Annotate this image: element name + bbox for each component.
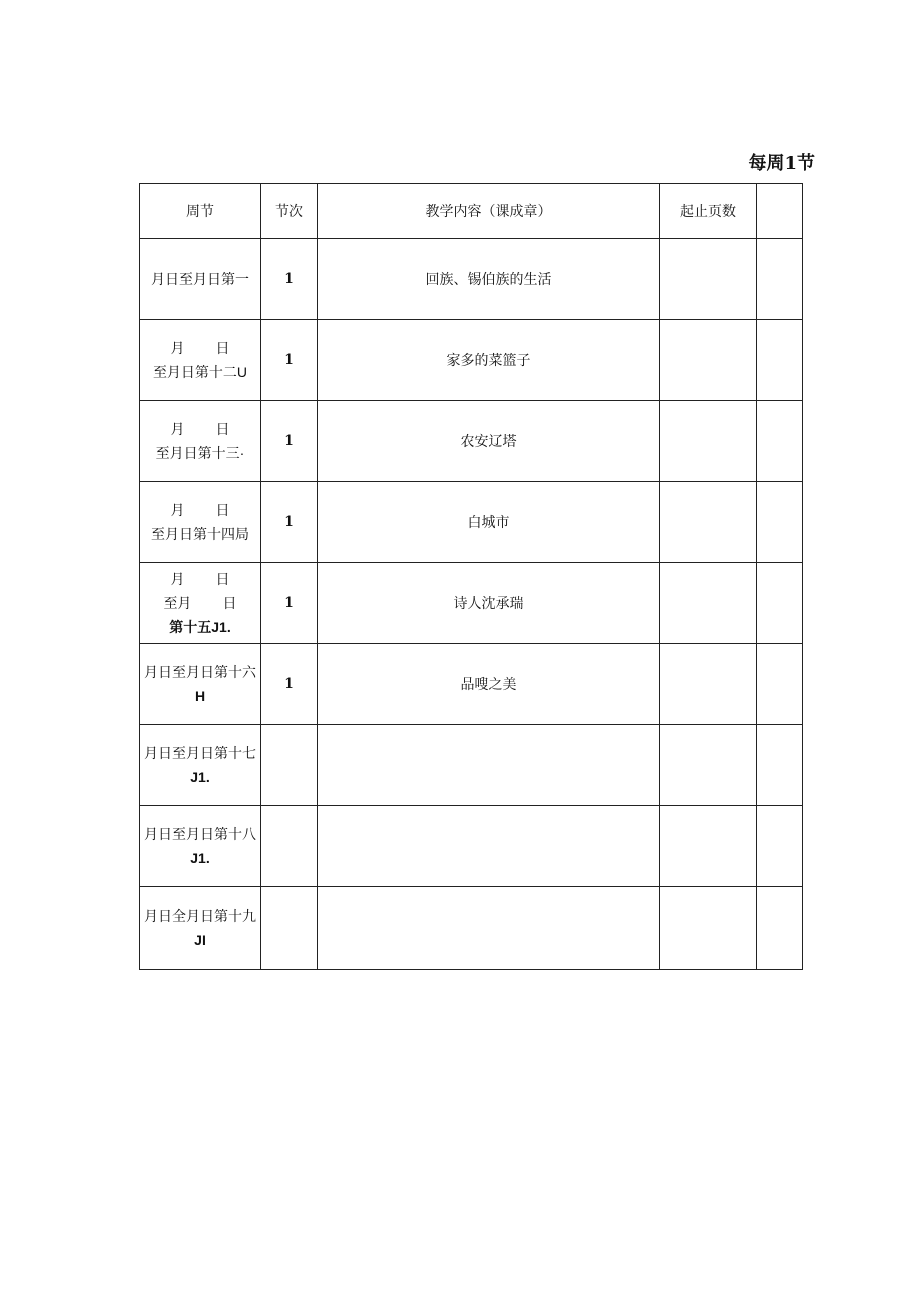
extra-cell xyxy=(757,320,803,401)
pages-cell xyxy=(660,401,757,482)
week-text-line: 至月日第十四局 xyxy=(151,526,249,542)
week-text-line: 至月 日 xyxy=(163,595,237,611)
header-pages: 起止页数 xyxy=(660,184,757,239)
count-cell xyxy=(261,806,318,887)
content-cell xyxy=(318,725,660,806)
content-cell: 家多的菜篮子 xyxy=(318,320,660,401)
pages-cell xyxy=(660,239,757,320)
extra-cell xyxy=(757,887,803,970)
table-row xyxy=(140,644,803,725)
table-header-row xyxy=(140,184,803,239)
header-count: 节次 xyxy=(261,184,318,239)
schedule-table xyxy=(139,183,803,970)
pages-cell xyxy=(660,806,757,887)
week-text-line: 月 日 xyxy=(170,340,230,356)
count-cell: 1 xyxy=(261,401,318,482)
table-row xyxy=(140,563,803,644)
week-cell xyxy=(140,320,261,401)
week-text-line: 月 日 xyxy=(170,571,230,587)
week-cell xyxy=(140,887,261,970)
content-cell: 诗人沈承瑞 xyxy=(318,563,660,644)
week-cell xyxy=(140,482,261,563)
count-cell: 1 xyxy=(261,563,318,644)
week-text-line: 月日至月日第十六 xyxy=(144,664,256,680)
table-row xyxy=(140,887,803,970)
per-week-note: 每周1节 xyxy=(748,153,815,174)
extra-cell xyxy=(757,482,803,563)
content-cell: 回族、锡伯族的生活 xyxy=(318,239,660,320)
week-text-line: J1. xyxy=(190,769,210,785)
week-text-line: J1. xyxy=(190,850,210,866)
extra-cell xyxy=(757,401,803,482)
content-cell xyxy=(318,806,660,887)
header-week: 周节 xyxy=(140,184,261,239)
week-text-line: 至月日第十三· xyxy=(155,445,245,461)
week-text-line: 月 日 xyxy=(170,421,230,437)
pages-cell xyxy=(660,644,757,725)
week-text-line: 月日至月日第十八 xyxy=(144,826,256,842)
extra-cell xyxy=(757,239,803,320)
week-cell xyxy=(140,725,261,806)
week-text-line: 月日至月日第十七 xyxy=(144,745,256,761)
header-content: 教学内容（课成章） xyxy=(318,184,660,239)
extra-cell xyxy=(757,644,803,725)
extra-cell xyxy=(757,563,803,644)
count-cell xyxy=(261,887,318,970)
week-text-line: 第十五J1. xyxy=(169,619,231,635)
week-text-line: 月 日 xyxy=(170,502,230,518)
week-text-line: 月日至月日第一 xyxy=(151,271,249,287)
content-cell xyxy=(318,887,660,970)
count-cell: 1 xyxy=(261,320,318,401)
content-cell: 农安辽塔 xyxy=(318,401,660,482)
table-row xyxy=(140,239,803,320)
count-cell: 1 xyxy=(261,239,318,320)
pages-cell xyxy=(660,887,757,970)
week-text-line: 至月日第十二U xyxy=(152,364,248,380)
week-text-line: JI xyxy=(194,932,206,948)
header-extra xyxy=(757,184,803,239)
extra-cell xyxy=(757,725,803,806)
table-row xyxy=(140,482,803,563)
week-text-line: 月日全月日第十九 xyxy=(144,908,256,924)
pages-cell xyxy=(660,725,757,806)
week-cell xyxy=(140,644,261,725)
table-row xyxy=(140,320,803,401)
content-cell: 品嗖之美 xyxy=(318,644,660,725)
count-cell: 1 xyxy=(261,644,318,725)
count-cell: 1 xyxy=(261,482,318,563)
week-cell xyxy=(140,239,261,320)
pages-cell xyxy=(660,563,757,644)
table-row xyxy=(140,806,803,887)
week-cell xyxy=(140,401,261,482)
week-cell xyxy=(140,806,261,887)
extra-cell xyxy=(757,806,803,887)
content-cell: 白城市 xyxy=(318,482,660,563)
pages-cell xyxy=(660,482,757,563)
week-cell xyxy=(140,563,261,644)
table-row xyxy=(140,725,803,806)
week-text-line: H xyxy=(194,688,206,704)
pages-cell xyxy=(660,320,757,401)
count-cell xyxy=(261,725,318,806)
table-row xyxy=(140,401,803,482)
